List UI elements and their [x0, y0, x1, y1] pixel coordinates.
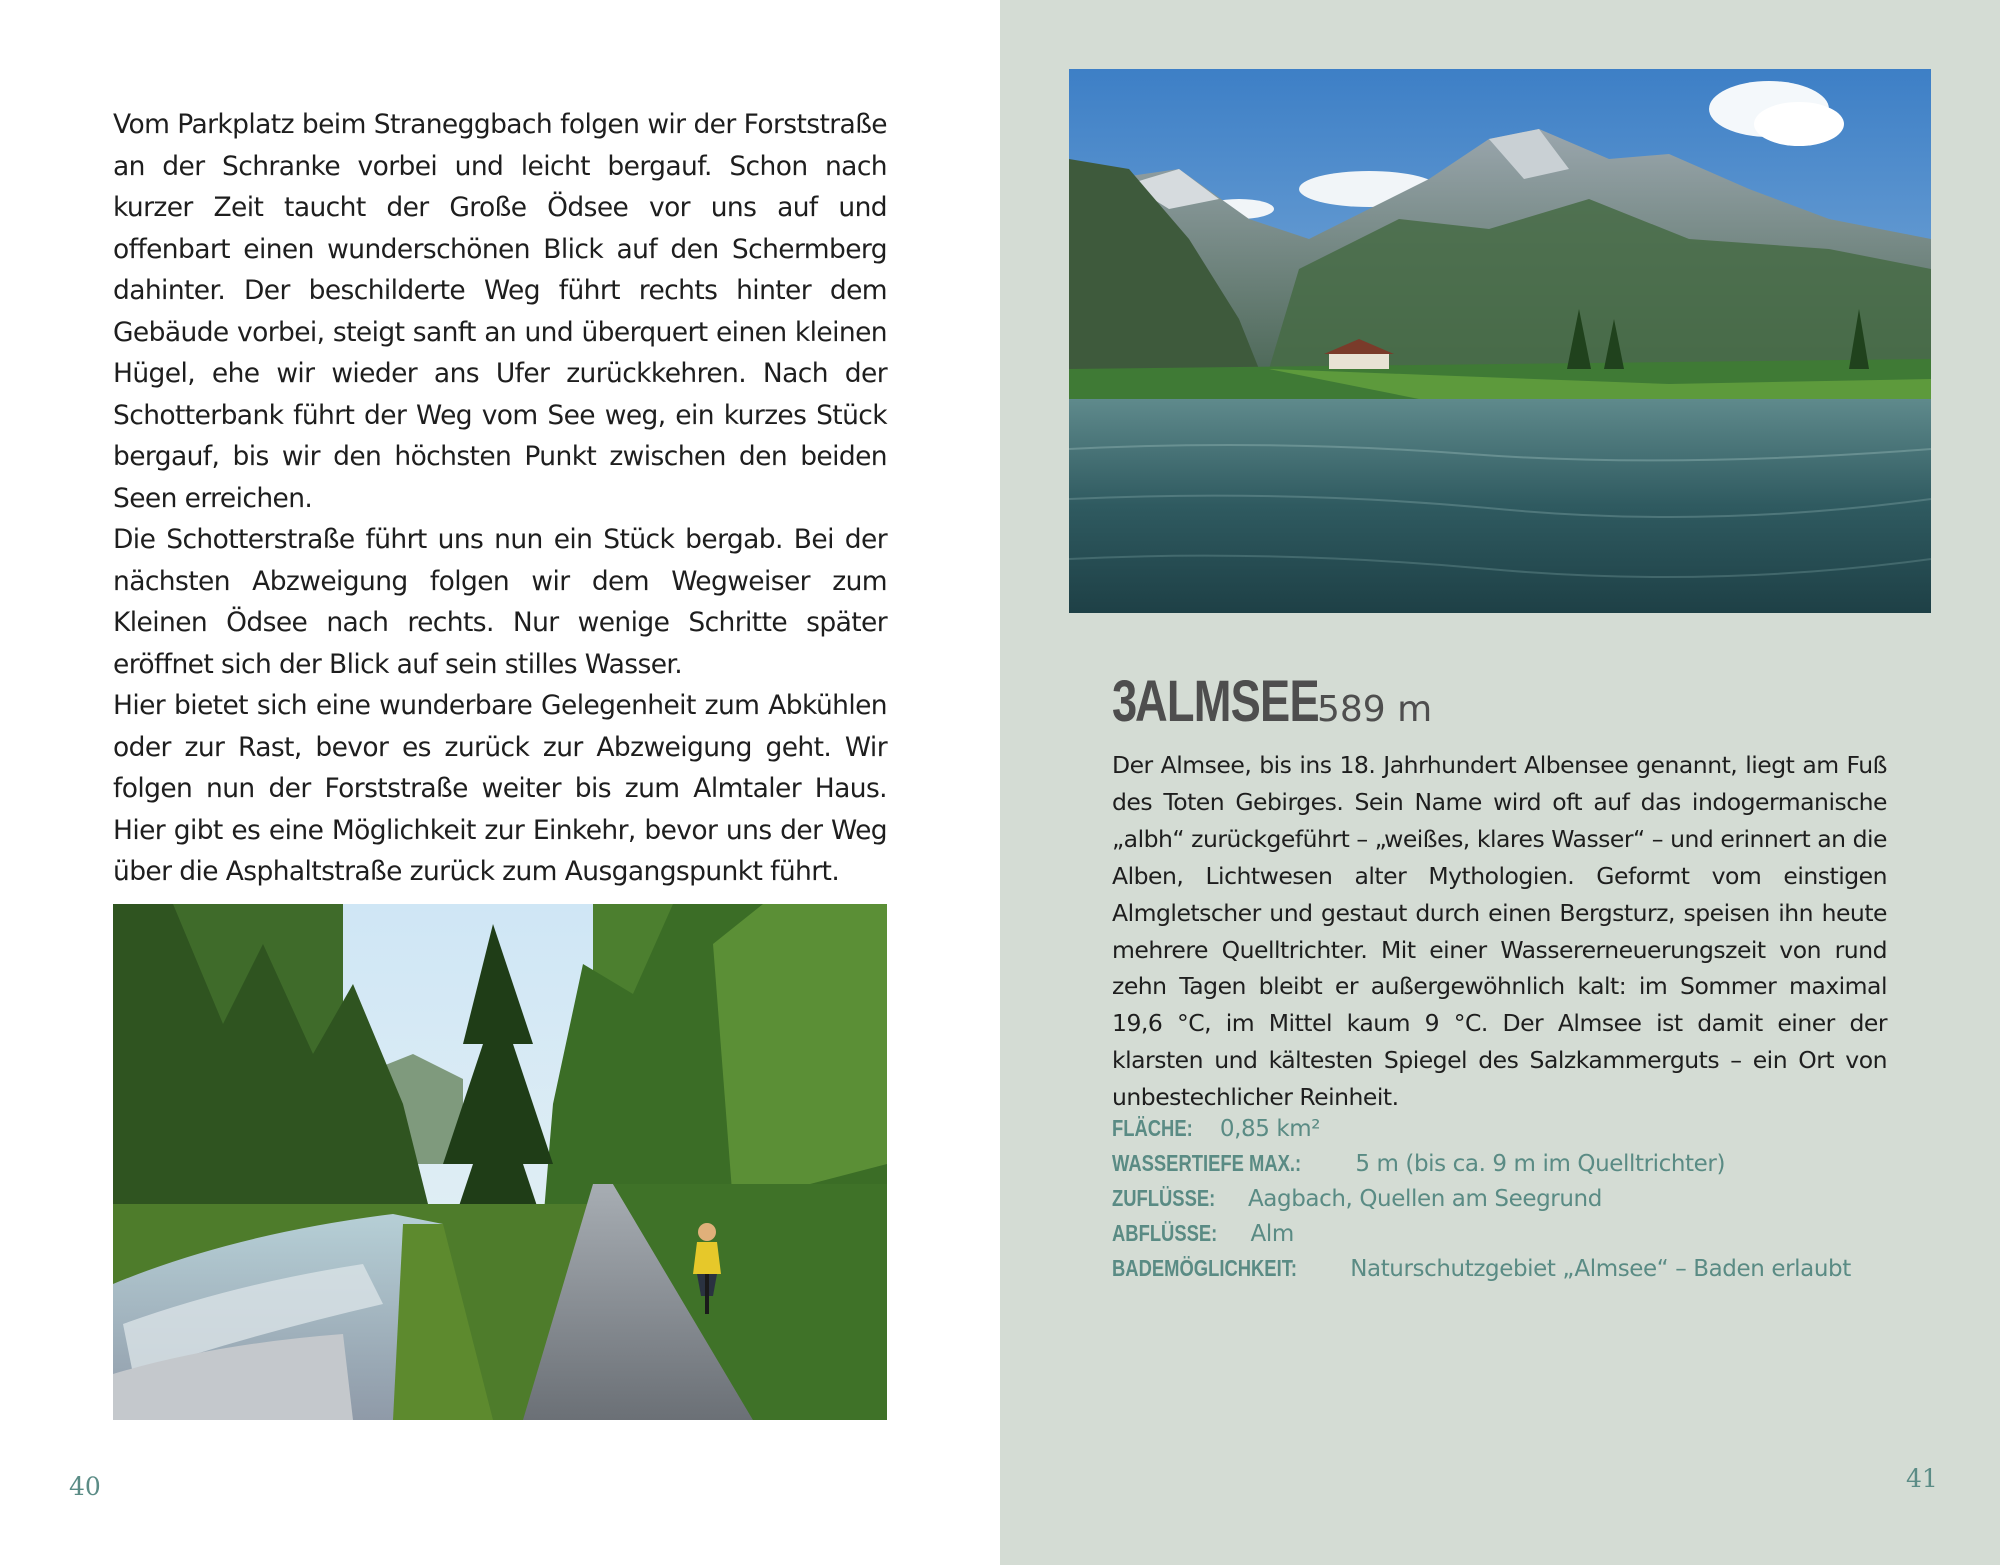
lake-facts [1112, 1111, 1932, 1286]
fact-value: Aagbach, Quellen am Seegrund [1241, 1186, 1602, 1212]
hike-description-text [113, 104, 887, 893]
fact-label: ABFLÜSSE: [1112, 1220, 1218, 1246]
fact-label: FLÄCHE: [1112, 1115, 1193, 1141]
fact-label: ZUFLÜSSE: [1112, 1185, 1216, 1211]
fact-label: WASSERTIEFE MAX.: [1112, 1150, 1302, 1176]
fact-label: BADEMÖGLICHKEIT: [1112, 1255, 1298, 1281]
fact-inflows [1112, 1181, 1932, 1216]
almsee-lake-photo [1069, 69, 1931, 613]
fact-max-depth [1112, 1146, 1932, 1181]
fact-area [1112, 1111, 1932, 1146]
lake-description: Der Almsee, bis ins 18. Jahrhundert Albensee genannt, liegt am Fuß des Toten Gebirges. Sein Name wird oft auf das indogermanische „albh“ zurückgeführt – „weißes, klares Wasser“ – und erinnert an die Alben, Lichtwesen alter Mythologien. Geformt vom einstigen Almgletscher und gestaut durch einen Bergsturz, speisen ihn heute mehrere Quelltrichter. Mit einer Wassererneuerungszeit von rund zehn Tagen bleibt er außergewöhnlich kalt: im Sommer maximal 19,6 °C, im Mittel kaum 9 °C. Der Almsee ist damit einer der klarsten und kältesten Spiegel des Salzkammerguts – ein Ort von unbestechlicher Reinheit. [1112, 751, 1887, 1112]
paragraph-2: Die Schotterstraße führt uns nun ein Stück bergab. Bei der nächsten Abzweigung folgen wir dem Wegweiser zum Kleinen Ödsee nach rechts. Nur wenige Schritte später eröffnet sich der Blick auf sein stilles Wasser. [113, 524, 887, 680]
paragraph-3: Hier bietet sich eine wunderbare Gelegenheit zum Abkühlen oder zur Rast, bevor es zurück zur Abzweigung geht. Wir folgen nun der Forststraße weiter bis zum Almtaler Haus. Hier gibt es eine Möglichkeit zur Einkehr, bevor uns der Weg über die Asphaltstraße zurück zum Ausgangspunkt führt. [113, 690, 887, 887]
page-number-left: 40 [69, 1472, 101, 1501]
forest-cyclist-illustration [113, 904, 887, 1420]
fact-swimming [1112, 1251, 1932, 1286]
fact-outflows [1112, 1216, 1932, 1251]
lake-elevation: 589 m [1316, 689, 1433, 730]
fact-value: 0,85 km² [1212, 1116, 1321, 1142]
fact-value: Alm [1243, 1221, 1294, 1247]
fact-value: Naturschutzgebiet „Almsee“ – Baden erlaubt [1343, 1256, 1851, 1282]
almsee-lake-illustration [1069, 69, 1931, 613]
lake-name: ALMSEE [1135, 669, 1320, 734]
page-number-right: 41 [1906, 1464, 1938, 1493]
lake-title [1112, 668, 1432, 738]
paragraph-1: Vom Parkplatz beim Straneggbach folgen wir der Forststraße an der Schranke vorbei und leicht bergauf. Schon nach kurzer Zeit taucht der Große Ödsee vor uns auf und offenbart einen wunderschönen Blick auf den Schermberg dahinter. Der beschilderte Weg führt rechts hinter dem Gebäude vorbei, steigt sanft an und überquert einen kleinen Hügel, ehe wir wieder ans Ufer zurückkehren. Nach der Schotterbank führt der Weg vom See weg, ein kurzes Stück bergauf, bis wir den höchsten Punkt zwischen den beiden Seen erreichen. [113, 109, 887, 514]
lake-number: 3 [1112, 669, 1137, 734]
forest-cyclist-photo [113, 904, 887, 1420]
fact-value: 5 m (bis ca. 9 m im Quelltrichter) [1348, 1151, 1726, 1177]
